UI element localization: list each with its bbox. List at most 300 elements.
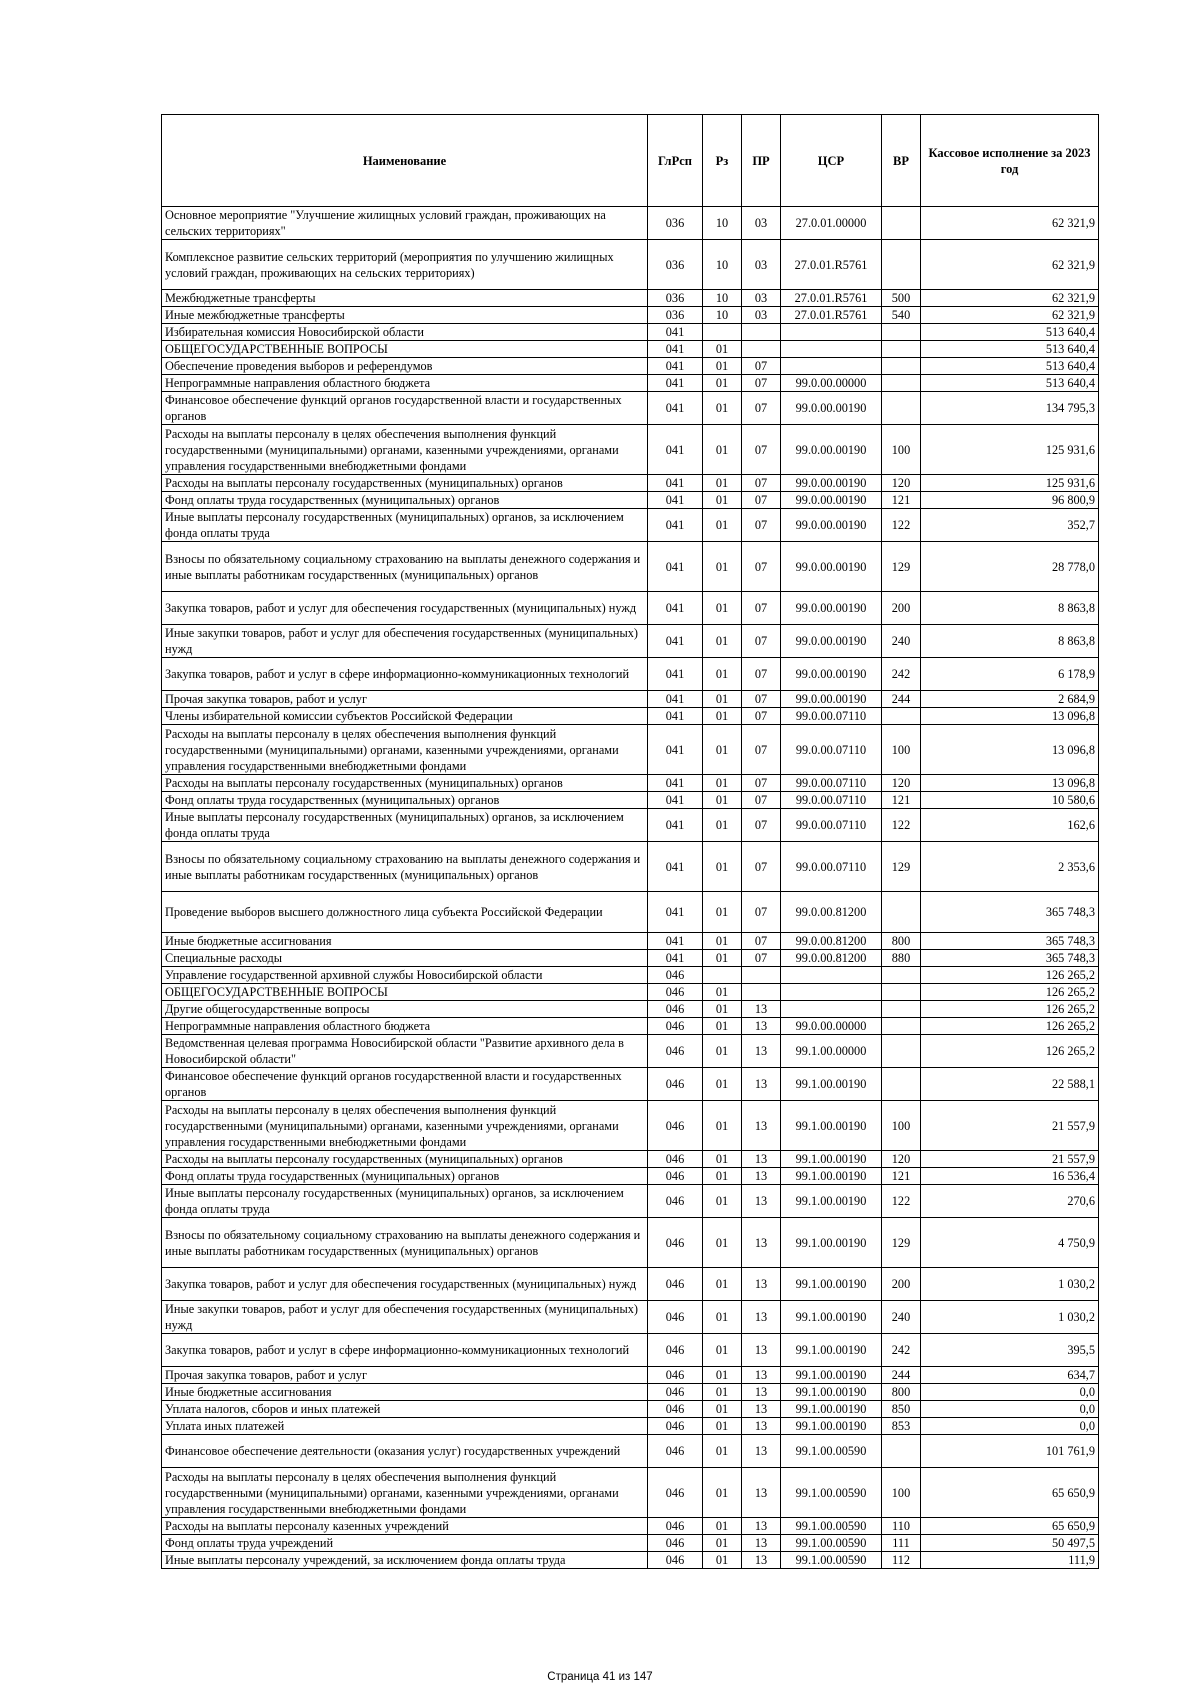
cell-amount: 2 684,9 [921, 691, 1099, 708]
cell-amount: 0,0 [921, 1418, 1099, 1435]
cell-amount: 126 265,2 [921, 1018, 1099, 1035]
cell-pr: 13 [742, 1418, 781, 1435]
cell-vr [882, 984, 921, 1001]
cell-vr: 121 [882, 492, 921, 509]
cell-amount: 13 096,8 [921, 725, 1099, 775]
cell-rz: 01 [703, 933, 742, 950]
cell-name: Фонд оплаты труда государственных (муниципальных) органов [162, 1168, 648, 1185]
cell-csr: 99.1.00.00190 [781, 1151, 882, 1168]
cell-csr: 99.1.00.00190 [781, 1218, 882, 1268]
cell-glrsp: 041 [648, 775, 703, 792]
cell-vr: 200 [882, 592, 921, 625]
table-row [162, 842, 1099, 892]
table-row [162, 592, 1099, 625]
cell-pr: 07 [742, 775, 781, 792]
cell-rz: 01 [703, 542, 742, 592]
cell-glrsp: 046 [648, 1301, 703, 1334]
cell-vr: 129 [882, 1218, 921, 1268]
cell-vr [882, 392, 921, 425]
cell-name: Закупка товаров, работ и услуг в сфере информационно-коммуникационных технологий [162, 1334, 648, 1367]
cell-rz: 01 [703, 1185, 742, 1218]
cell-pr: 07 [742, 792, 781, 809]
cell-rz: 01 [703, 775, 742, 792]
cell-glrsp: 046 [648, 984, 703, 1001]
cell-glrsp: 046 [648, 1001, 703, 1018]
cell-pr: 07 [742, 475, 781, 492]
cell-glrsp: 036 [648, 240, 703, 290]
cell-amount: 365 748,3 [921, 892, 1099, 933]
cell-glrsp: 041 [648, 425, 703, 475]
cell-name: Основное мероприятие "Улучшение жилищных условий граждан, проживающих на сельских территориях" [162, 207, 648, 240]
cell-vr: 120 [882, 475, 921, 492]
cell-name: Финансовое обеспечение функций органов государственной власти и государственных органов [162, 392, 648, 425]
cell-glrsp: 046 [648, 1101, 703, 1151]
table-row [162, 341, 1099, 358]
cell-csr: 99.1.00.00190 [781, 1384, 882, 1401]
table-row [162, 1268, 1099, 1301]
cell-rz: 01 [703, 1435, 742, 1468]
cell-name: Управление государственной архивной службы Новосибирской области [162, 967, 648, 984]
cell-rz: 01 [703, 341, 742, 358]
cell-pr: 07 [742, 392, 781, 425]
cell-name: Расходы на выплаты персоналу в целях обеспечения выполнения функций государственными (муниципальными) органами, казенными учреждениями, органами управления государственными внебюджетными фондами [162, 1468, 648, 1518]
cell-csr: 99.0.00.81200 [781, 892, 882, 933]
cell-amount: 65 650,9 [921, 1468, 1099, 1518]
cell-csr: 99.0.00.00190 [781, 658, 882, 691]
cell-csr: 99.0.00.00190 [781, 592, 882, 625]
cell-amount: 126 265,2 [921, 984, 1099, 1001]
cell-rz: 01 [703, 691, 742, 708]
cell-csr: 99.1.00.00590 [781, 1552, 882, 1569]
table-row [162, 967, 1099, 984]
cell-pr: 07 [742, 842, 781, 892]
cell-rz: 01 [703, 708, 742, 725]
cell-pr: 13 [742, 1301, 781, 1334]
cell-vr: 122 [882, 809, 921, 842]
cell-glrsp: 046 [648, 1018, 703, 1035]
cell-csr: 99.0.00.00190 [781, 625, 882, 658]
table-row [162, 725, 1099, 775]
cell-csr: 99.0.00.07110 [781, 708, 882, 725]
header-name: Наименование [162, 115, 648, 207]
cell-glrsp: 041 [648, 892, 703, 933]
cell-vr [882, 240, 921, 290]
table-row [162, 1401, 1099, 1418]
cell-pr: 13 [742, 1552, 781, 1569]
table-row [162, 625, 1099, 658]
cell-amount: 21 557,9 [921, 1101, 1099, 1151]
cell-glrsp: 036 [648, 307, 703, 324]
cell-amount: 0,0 [921, 1384, 1099, 1401]
cell-csr: 99.0.00.81200 [781, 950, 882, 967]
cell-glrsp: 041 [648, 509, 703, 542]
cell-pr [742, 341, 781, 358]
cell-pr: 07 [742, 809, 781, 842]
cell-rz: 01 [703, 984, 742, 1001]
table-row [162, 775, 1099, 792]
cell-rz: 01 [703, 1384, 742, 1401]
table-row [162, 950, 1099, 967]
table-row [162, 1218, 1099, 1268]
table-row [162, 425, 1099, 475]
cell-csr: 99.1.00.00190 [781, 1301, 882, 1334]
table-row [162, 1468, 1099, 1518]
cell-amount: 126 265,2 [921, 967, 1099, 984]
cell-pr: 13 [742, 1218, 781, 1268]
cell-pr: 13 [742, 1535, 781, 1552]
table-row [162, 1018, 1099, 1035]
cell-vr: 540 [882, 307, 921, 324]
cell-vr: 121 [882, 792, 921, 809]
cell-csr: 99.0.00.07110 [781, 725, 882, 775]
table-row [162, 1384, 1099, 1401]
cell-pr: 13 [742, 1384, 781, 1401]
header-glrsp: ГлРсп [648, 115, 703, 207]
cell-name: Комплексное развитие сельских территорий (мероприятия по улучшению жилищных условий граждан, проживающих на сельских территориях) [162, 240, 648, 290]
cell-amount: 1 030,2 [921, 1301, 1099, 1334]
cell-glrsp: 041 [648, 375, 703, 392]
cell-name: Фонд оплаты труда государственных (муниципальных) органов [162, 492, 648, 509]
cell-glrsp: 041 [648, 691, 703, 708]
table-row [162, 375, 1099, 392]
cell-rz: 01 [703, 1268, 742, 1301]
cell-vr: 110 [882, 1518, 921, 1535]
page-number: Страница 41 из 147 [547, 1671, 653, 1683]
cell-pr [742, 984, 781, 1001]
cell-csr: 99.0.00.07110 [781, 809, 882, 842]
cell-name: Взносы по обязательному социальному страхованию на выплаты денежного содержания и иные выплаты работникам государственных (муниципальных) органов [162, 1218, 648, 1268]
cell-vr: 244 [882, 1367, 921, 1384]
cell-csr: 99.1.00.00190 [781, 1367, 882, 1384]
table-row [162, 1535, 1099, 1552]
cell-amount: 126 265,2 [921, 1001, 1099, 1018]
cell-glrsp: 046 [648, 1035, 703, 1068]
cell-vr: 240 [882, 1301, 921, 1334]
cell-rz: 01 [703, 592, 742, 625]
cell-vr [882, 207, 921, 240]
table-row [162, 892, 1099, 933]
cell-amount: 8 863,8 [921, 625, 1099, 658]
cell-pr: 13 [742, 1334, 781, 1367]
cell-glrsp: 041 [648, 792, 703, 809]
cell-rz: 10 [703, 240, 742, 290]
cell-amount: 62 321,9 [921, 290, 1099, 307]
cell-rz: 01 [703, 1468, 742, 1518]
cell-glrsp: 041 [648, 708, 703, 725]
cell-rz: 01 [703, 809, 742, 842]
cell-amount: 62 321,9 [921, 240, 1099, 290]
cell-vr [882, 708, 921, 725]
cell-csr [781, 324, 882, 341]
cell-glrsp: 046 [648, 1535, 703, 1552]
table-row [162, 1101, 1099, 1151]
cell-csr: 99.0.00.00000 [781, 1018, 882, 1035]
cell-pr: 07 [742, 708, 781, 725]
table-row [162, 324, 1099, 341]
cell-name: Иные межбюджетные трансферты [162, 307, 648, 324]
cell-vr: 100 [882, 1101, 921, 1151]
table-row [162, 492, 1099, 509]
cell-vr: 200 [882, 1268, 921, 1301]
cell-vr: 121 [882, 1168, 921, 1185]
cell-amount: 10 580,6 [921, 792, 1099, 809]
cell-vr [882, 358, 921, 375]
cell-pr: 07 [742, 592, 781, 625]
cell-pr: 07 [742, 725, 781, 775]
cell-rz [703, 967, 742, 984]
table-row [162, 509, 1099, 542]
cell-name: Финансовое обеспечение деятельности (оказания услуг) государственных учреждений [162, 1435, 648, 1468]
cell-amount: 96 800,9 [921, 492, 1099, 509]
cell-amount: 28 778,0 [921, 542, 1099, 592]
cell-name: Межбюджетные трансферты [162, 290, 648, 307]
cell-pr: 07 [742, 892, 781, 933]
cell-csr: 99.0.00.81200 [781, 933, 882, 950]
cell-amount: 125 931,6 [921, 425, 1099, 475]
cell-csr [781, 984, 882, 1001]
cell-csr: 99.1.00.00190 [781, 1401, 882, 1418]
table-row [162, 1035, 1099, 1068]
table-row [162, 984, 1099, 1001]
cell-name: Специальные расходы [162, 950, 648, 967]
cell-amount: 365 748,3 [921, 933, 1099, 950]
cell-name: Иные выплаты персоналу учреждений, за исключением фонда оплаты труда [162, 1552, 648, 1569]
table-row [162, 1435, 1099, 1468]
cell-glrsp: 041 [648, 809, 703, 842]
cell-glrsp: 046 [648, 1401, 703, 1418]
cell-vr: 100 [882, 425, 921, 475]
cell-rz: 10 [703, 290, 742, 307]
cell-glrsp: 036 [648, 207, 703, 240]
cell-name: Уплата иных платежей [162, 1418, 648, 1435]
table-row [162, 658, 1099, 691]
cell-amount: 101 761,9 [921, 1435, 1099, 1468]
table-row [162, 691, 1099, 708]
cell-csr: 99.0.00.07110 [781, 842, 882, 892]
cell-rz: 10 [703, 307, 742, 324]
cell-rz: 01 [703, 1518, 742, 1535]
cell-amount: 395,5 [921, 1334, 1099, 1367]
cell-glrsp: 041 [648, 933, 703, 950]
cell-rz: 01 [703, 509, 742, 542]
cell-pr: 13 [742, 1101, 781, 1151]
table-row [162, 792, 1099, 809]
cell-name: Обеспечение проведения выборов и референдумов [162, 358, 648, 375]
cell-rz: 01 [703, 1334, 742, 1367]
cell-pr: 03 [742, 240, 781, 290]
cell-name: Избирательная комиссия Новосибирской области [162, 324, 648, 341]
table-row [162, 290, 1099, 307]
cell-vr [882, 1435, 921, 1468]
cell-vr: 100 [882, 1468, 921, 1518]
cell-pr [742, 324, 781, 341]
cell-csr: 99.1.00.00190 [781, 1168, 882, 1185]
cell-name: Взносы по обязательному социальному страхованию на выплаты денежного содержания и иные выплаты работникам государственных (муниципальных) органов [162, 842, 648, 892]
cell-name: Прочая закупка товаров, работ и услуг [162, 691, 648, 708]
table-row [162, 1185, 1099, 1218]
cell-pr: 13 [742, 1367, 781, 1384]
cell-glrsp: 041 [648, 592, 703, 625]
cell-pr: 07 [742, 625, 781, 658]
cell-amount: 8 863,8 [921, 592, 1099, 625]
cell-glrsp: 046 [648, 1367, 703, 1384]
table-row [162, 392, 1099, 425]
cell-rz: 01 [703, 392, 742, 425]
cell-rz: 01 [703, 1018, 742, 1035]
cell-rz: 01 [703, 1301, 742, 1334]
cell-name: Иные выплаты персоналу государственных (муниципальных) органов, за исключением фонда оплаты труда [162, 1185, 648, 1218]
cell-csr: 99.0.00.00190 [781, 691, 882, 708]
table-row [162, 1301, 1099, 1334]
cell-rz [703, 324, 742, 341]
header-vr: ВР [882, 115, 921, 207]
cell-glrsp: 041 [648, 341, 703, 358]
cell-vr [882, 967, 921, 984]
cell-name: Расходы на выплаты персоналу в целях обеспечения выполнения функций государственными (муниципальными) органами, казенными учреждениями, органами управления государственными внебюджетными фондами [162, 725, 648, 775]
cell-name: Фонд оплаты труда государственных (муниципальных) органов [162, 792, 648, 809]
cell-csr: 99.1.00.00190 [781, 1068, 882, 1101]
cell-glrsp: 046 [648, 1418, 703, 1435]
cell-amount: 6 178,9 [921, 658, 1099, 691]
cell-glrsp: 046 [648, 1185, 703, 1218]
cell-amount: 126 265,2 [921, 1035, 1099, 1068]
cell-vr [882, 1018, 921, 1035]
cell-name: Иные бюджетные ассигнования [162, 933, 648, 950]
cell-pr: 13 [742, 1035, 781, 1068]
cell-csr: 99.0.00.00190 [781, 509, 882, 542]
cell-name: Члены избирательной комиссии субъектов Российской Федерации [162, 708, 648, 725]
cell-name: Расходы на выплаты персоналу в целях обеспечения выполнения функций государственными (муниципальными) органами, казенными учреждениями, органами управления государственными внебюджетными фондами [162, 425, 648, 475]
cell-glrsp: 041 [648, 542, 703, 592]
cell-csr: 99.1.00.00590 [781, 1518, 882, 1535]
cell-glrsp: 046 [648, 1168, 703, 1185]
cell-glrsp: 046 [648, 1518, 703, 1535]
cell-glrsp: 041 [648, 950, 703, 967]
cell-name: Закупка товаров, работ и услуг для обеспечения государственных (муниципальных) нужд [162, 1268, 648, 1301]
table-row [162, 1001, 1099, 1018]
cell-amount: 634,7 [921, 1367, 1099, 1384]
cell-amount: 50 497,5 [921, 1535, 1099, 1552]
table-row [162, 933, 1099, 950]
cell-pr: 13 [742, 1151, 781, 1168]
cell-vr: 111 [882, 1535, 921, 1552]
cell-vr [882, 324, 921, 341]
cell-name: Прочая закупка товаров, работ и услуг [162, 1367, 648, 1384]
cell-amount: 162,6 [921, 809, 1099, 842]
cell-pr: 07 [742, 358, 781, 375]
cell-csr: 27.0.01.R5761 [781, 290, 882, 307]
cell-glrsp: 041 [648, 324, 703, 341]
table-body [162, 207, 1099, 1569]
table-row [162, 1168, 1099, 1185]
cell-glrsp: 046 [648, 967, 703, 984]
cell-rz: 01 [703, 842, 742, 892]
cell-glrsp: 041 [648, 358, 703, 375]
cell-vr: 853 [882, 1418, 921, 1435]
cell-glrsp: 041 [648, 842, 703, 892]
cell-amount: 513 640,4 [921, 358, 1099, 375]
table-row [162, 809, 1099, 842]
cell-rz: 01 [703, 625, 742, 658]
cell-glrsp: 046 [648, 1268, 703, 1301]
cell-pr: 07 [742, 509, 781, 542]
cell-glrsp: 041 [648, 492, 703, 509]
cell-pr: 07 [742, 950, 781, 967]
cell-glrsp: 046 [648, 1218, 703, 1268]
cell-csr: 27.0.01.00000 [781, 207, 882, 240]
cell-rz: 01 [703, 792, 742, 809]
cell-csr: 99.1.00.00000 [781, 1035, 882, 1068]
cell-csr: 99.1.00.00190 [781, 1418, 882, 1435]
cell-vr [882, 1001, 921, 1018]
cell-csr: 27.0.01.R5761 [781, 307, 882, 324]
cell-csr: 99.1.00.00190 [781, 1334, 882, 1367]
cell-vr: 500 [882, 290, 921, 307]
cell-amount: 365 748,3 [921, 950, 1099, 967]
table-row [162, 1518, 1099, 1535]
cell-amount: 513 640,4 [921, 324, 1099, 341]
cell-name: Закупка товаров, работ и услуг в сфере информационно-коммуникационных технологий [162, 658, 648, 691]
cell-vr [882, 892, 921, 933]
cell-rz: 01 [703, 1535, 742, 1552]
cell-rz: 01 [703, 1151, 742, 1168]
cell-rz: 01 [703, 1418, 742, 1435]
cell-amount: 270,6 [921, 1185, 1099, 1218]
cell-name: Фонд оплаты труда учреждений [162, 1535, 648, 1552]
cell-vr: 112 [882, 1552, 921, 1569]
table-row [162, 1068, 1099, 1101]
cell-vr: 800 [882, 933, 921, 950]
cell-csr [781, 1001, 882, 1018]
cell-pr: 13 [742, 1268, 781, 1301]
cell-vr: 880 [882, 950, 921, 967]
cell-rz: 01 [703, 1401, 742, 1418]
table-row [162, 240, 1099, 290]
cell-rz: 01 [703, 1218, 742, 1268]
cell-name: Ведомственная целевая программа Новосибирской области "Развитие архивного дела в Новосибирской области" [162, 1035, 648, 1068]
cell-vr: 129 [882, 542, 921, 592]
cell-rz: 01 [703, 1101, 742, 1151]
cell-amount: 1 030,2 [921, 1268, 1099, 1301]
cell-pr: 07 [742, 933, 781, 950]
cell-pr: 13 [742, 1468, 781, 1518]
cell-csr [781, 341, 882, 358]
cell-vr: 240 [882, 625, 921, 658]
table-row [162, 1367, 1099, 1384]
table-row [162, 475, 1099, 492]
cell-name: ОБЩЕГОСУДАРСТВЕННЫЕ ВОПРОСЫ [162, 341, 648, 358]
cell-csr: 99.0.00.07110 [781, 792, 882, 809]
cell-pr: 07 [742, 542, 781, 592]
cell-amount: 21 557,9 [921, 1151, 1099, 1168]
cell-csr: 99.0.00.00000 [781, 375, 882, 392]
cell-pr: 07 [742, 492, 781, 509]
cell-amount: 134 795,3 [921, 392, 1099, 425]
cell-amount: 111,9 [921, 1552, 1099, 1569]
cell-csr: 99.1.00.00190 [781, 1101, 882, 1151]
cell-rz: 01 [703, 950, 742, 967]
cell-csr: 99.0.00.00190 [781, 425, 882, 475]
cell-rz: 01 [703, 375, 742, 392]
cell-csr: 99.1.00.00590 [781, 1468, 882, 1518]
cell-amount: 2 353,6 [921, 842, 1099, 892]
table-row [162, 307, 1099, 324]
cell-name: Взносы по обязательному социальному страхованию на выплаты денежного содержания и иные выплаты работникам государственных (муниципальных) органов [162, 542, 648, 592]
cell-pr: 13 [742, 1518, 781, 1535]
cell-rz: 10 [703, 207, 742, 240]
cell-pr: 07 [742, 691, 781, 708]
table-row [162, 1552, 1099, 1569]
